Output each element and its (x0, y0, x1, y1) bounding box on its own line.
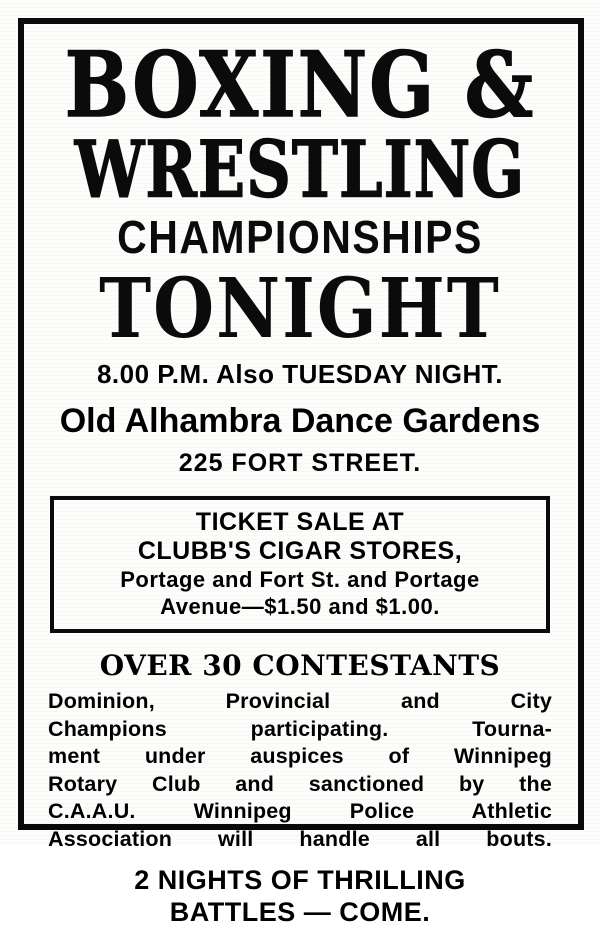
headline-line-boxing: BOXING & (64, 32, 536, 138)
closing-block (44, 865, 556, 928)
ad-content (14, 14, 586, 938)
headline-line-tonight: TONIGHT (99, 258, 501, 357)
ticket-locations: Portage and Fort St. and Portage (120, 567, 480, 593)
venue-address: 225 FORT STREET. (178, 449, 422, 478)
body-copy-line: Dominion, Provincial and City (48, 689, 552, 714)
headline-line-wrestling: WRESTLING (74, 123, 526, 216)
closing-line-2: BATTLES — COME. (169, 896, 431, 927)
body-copy (44, 688, 556, 853)
body-copy-line: Champions participating. Tourna- (48, 716, 552, 741)
ticket-sale-box (50, 496, 550, 633)
ticket-sale-heading: TICKET SALE AT (195, 508, 405, 537)
ticket-vendor: CLUBB'S CIGAR STORES, (137, 536, 463, 565)
headline-block (44, 32, 556, 357)
body-copy-line: ment under auspices of Winnipeg (48, 744, 552, 769)
event-time-line: 8.00 P.M. Also TUESDAY NIGHT. (96, 359, 504, 390)
ticket-prices: Avenue—$1.50 and $1.00. (160, 594, 440, 620)
headline-line-championships: CHAMPIONSHIPS (117, 211, 483, 263)
body-copy-line: Rotary Club and sanctioned by the (48, 771, 552, 796)
body-copy-line: C.A.A.U. Winnipeg Police Athletic (48, 799, 552, 824)
body-copy-line: Association will handle all bouts. (48, 826, 552, 851)
closing-line-1: 2 NIGHTS OF THRILLING (134, 865, 466, 896)
contestants-heading: OVER 30 CONTESTANTS (99, 649, 501, 683)
venue-name: Old Alhambra Dance Gardens (59, 402, 541, 441)
